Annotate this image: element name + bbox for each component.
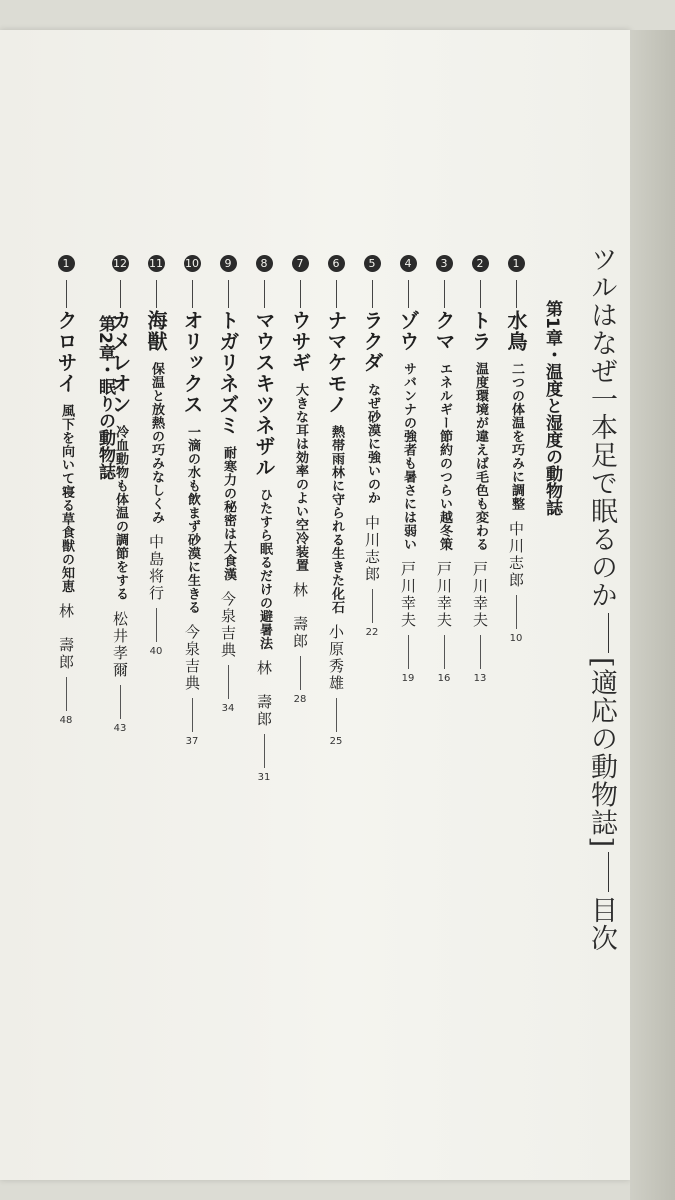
page-number: 13 [473, 673, 487, 684]
entry-subtitle: 一滴の水も飲まず砂漠に生きる [185, 425, 200, 614]
entry-author: 林 壽郎 [255, 660, 273, 728]
entry-title: ナマケモノ [324, 310, 348, 415]
entry-subtitle: サバンナの強者も暑さには弱い [401, 362, 416, 551]
leader-line [516, 595, 517, 629]
page-number: 31 [257, 772, 271, 783]
entry-subtitle: なぜ砂漠に強いのか [365, 383, 380, 505]
page-number: 48 [59, 715, 73, 726]
entry-author: 松井孝爾 [111, 610, 129, 679]
entry-number: 12 [113, 257, 127, 270]
entry-author: 今泉吉典 [219, 591, 237, 659]
entry-title: クマ [432, 310, 456, 352]
entry-title: ゾウ [396, 310, 420, 352]
entry-title: ウサギ [288, 310, 312, 373]
leader-line [408, 635, 409, 669]
leader-line [120, 685, 121, 719]
toc-entry[interactable] [286, 255, 315, 705]
leader-line [336, 698, 337, 732]
book-title [582, 245, 621, 952]
entry-number: 8 [256, 255, 273, 272]
leader-line [300, 656, 301, 690]
entry-subtitle: 冷血動物も体温の調節をする [113, 425, 128, 601]
leader-line [372, 280, 373, 308]
entry-author: 中川志郎 [507, 520, 525, 589]
entry-subtitle: 保温と放熱の巧みなしくみ [149, 362, 164, 524]
entry-subtitle: 耐寒力の秘密は大食漢 [221, 446, 236, 581]
title-text: ツルはなぜ一本足で眠るのか [586, 245, 617, 609]
entry-subtitle: 風下を向いて寝る草食獣の知恵 [59, 404, 74, 593]
page-number: 40 [149, 646, 163, 657]
leader-line [264, 734, 265, 768]
title-rule [608, 852, 609, 892]
leader-line [444, 635, 445, 669]
page-number: 43 [113, 722, 127, 734]
page-gutter [630, 30, 675, 1200]
entry-author: 戸川幸夫 [435, 561, 453, 629]
entry-author: 小原秀雄 [327, 624, 345, 692]
page-number: 10 [509, 632, 523, 644]
entry-title: オリックス [180, 310, 204, 415]
toc-entry[interactable] [322, 255, 351, 747]
entry-number: 9 [220, 255, 237, 272]
entry-title: カメレオン [108, 310, 132, 415]
toc-label: 目次 [586, 896, 617, 953]
entry-title: マウスキツネザル [252, 310, 276, 478]
page-number: 25 [329, 736, 343, 747]
toc-entry[interactable] [430, 255, 459, 684]
toc-entry[interactable] [178, 255, 207, 747]
entry-subtitle: エネルギー節約のつらい越冬策 [437, 362, 452, 551]
leader-line [336, 280, 337, 308]
page-number: 37 [185, 736, 199, 747]
toc-entry[interactable] [142, 255, 171, 657]
entry-title: 海獣 [144, 310, 168, 352]
chapter-heading: 第2章・眠りの動物誌 [95, 315, 115, 480]
page-number: 16 [437, 673, 451, 684]
entry-number: 4 [400, 255, 417, 272]
toc-entry[interactable] [394, 255, 423, 684]
entry-number: 6 [328, 255, 345, 272]
chapter-heading: 第1章・温度と湿度の動物誌 [542, 300, 562, 516]
page-number: 34 [221, 703, 235, 714]
toc-entry[interactable] [502, 255, 531, 644]
entry-author: 中島将行 [147, 534, 165, 602]
entry-title: クロサイ [54, 310, 78, 394]
entry-subtitle: 温度環境が違えば毛色も変わる [473, 362, 488, 551]
book-page [0, 30, 630, 1180]
leader-line [480, 280, 481, 308]
page-number: 28 [293, 694, 307, 705]
leader-line [156, 280, 157, 308]
leader-line [372, 589, 373, 623]
entry-author: 中川志郎 [363, 514, 381, 583]
toc-entry[interactable] [466, 255, 495, 684]
leader-line [66, 280, 67, 308]
leader-line [516, 280, 517, 308]
entry-title: トラ [468, 310, 492, 352]
leader-line [66, 677, 67, 711]
entry-number: 1 [58, 255, 75, 272]
toc-entry[interactable] [52, 255, 81, 726]
leader-line [192, 280, 193, 308]
title-subtitle: [適応の動物誌] [586, 657, 617, 849]
entry-author: 戸川幸夫 [471, 561, 489, 629]
entry-number: 1 [508, 255, 525, 272]
entry-number: 7 [292, 255, 309, 272]
entry-number: 11 [149, 257, 163, 270]
entry-subtitle: 二つの体温を巧みに調整 [509, 362, 524, 511]
toc-entry[interactable] [250, 255, 279, 783]
leader-line [264, 280, 265, 308]
page-number: 22 [365, 626, 379, 638]
entry-title: トガリネズミ [216, 310, 240, 436]
entry-author: 戸川幸夫 [399, 561, 417, 629]
entry-number: 3 [436, 255, 453, 272]
toc-entry[interactable] [358, 255, 387, 638]
entry-title: ラクダ [360, 310, 384, 373]
entry-subtitle: 熱帯雨林に守られる生きた化石 [329, 425, 344, 614]
leader-line [228, 665, 229, 699]
entry-number: 2 [472, 255, 489, 272]
toc-entry[interactable] [106, 255, 135, 734]
title-rule [608, 613, 609, 653]
leader-line [228, 280, 229, 308]
entry-subtitle: 大きな耳は効率のよい空冷装置 [293, 383, 308, 572]
leader-line [480, 635, 481, 669]
leader-line [192, 698, 193, 732]
leader-line [120, 280, 121, 308]
entry-author: 林 壽郎 [57, 603, 75, 671]
page-number: 19 [401, 673, 415, 684]
leader-line [444, 280, 445, 308]
toc-entry[interactable] [214, 255, 243, 714]
entry-author: 林 壽郎 [291, 582, 309, 650]
entry-subtitle: ひたすら眠るだけの避暑法 [257, 488, 272, 650]
leader-line [156, 608, 157, 642]
entry-author: 今泉吉典 [183, 624, 201, 692]
entry-number: 5 [364, 255, 381, 272]
leader-line [408, 280, 409, 308]
entry-title: 水鳥 [504, 310, 528, 352]
leader-line [300, 280, 301, 308]
entry-number: 10 [185, 257, 199, 270]
